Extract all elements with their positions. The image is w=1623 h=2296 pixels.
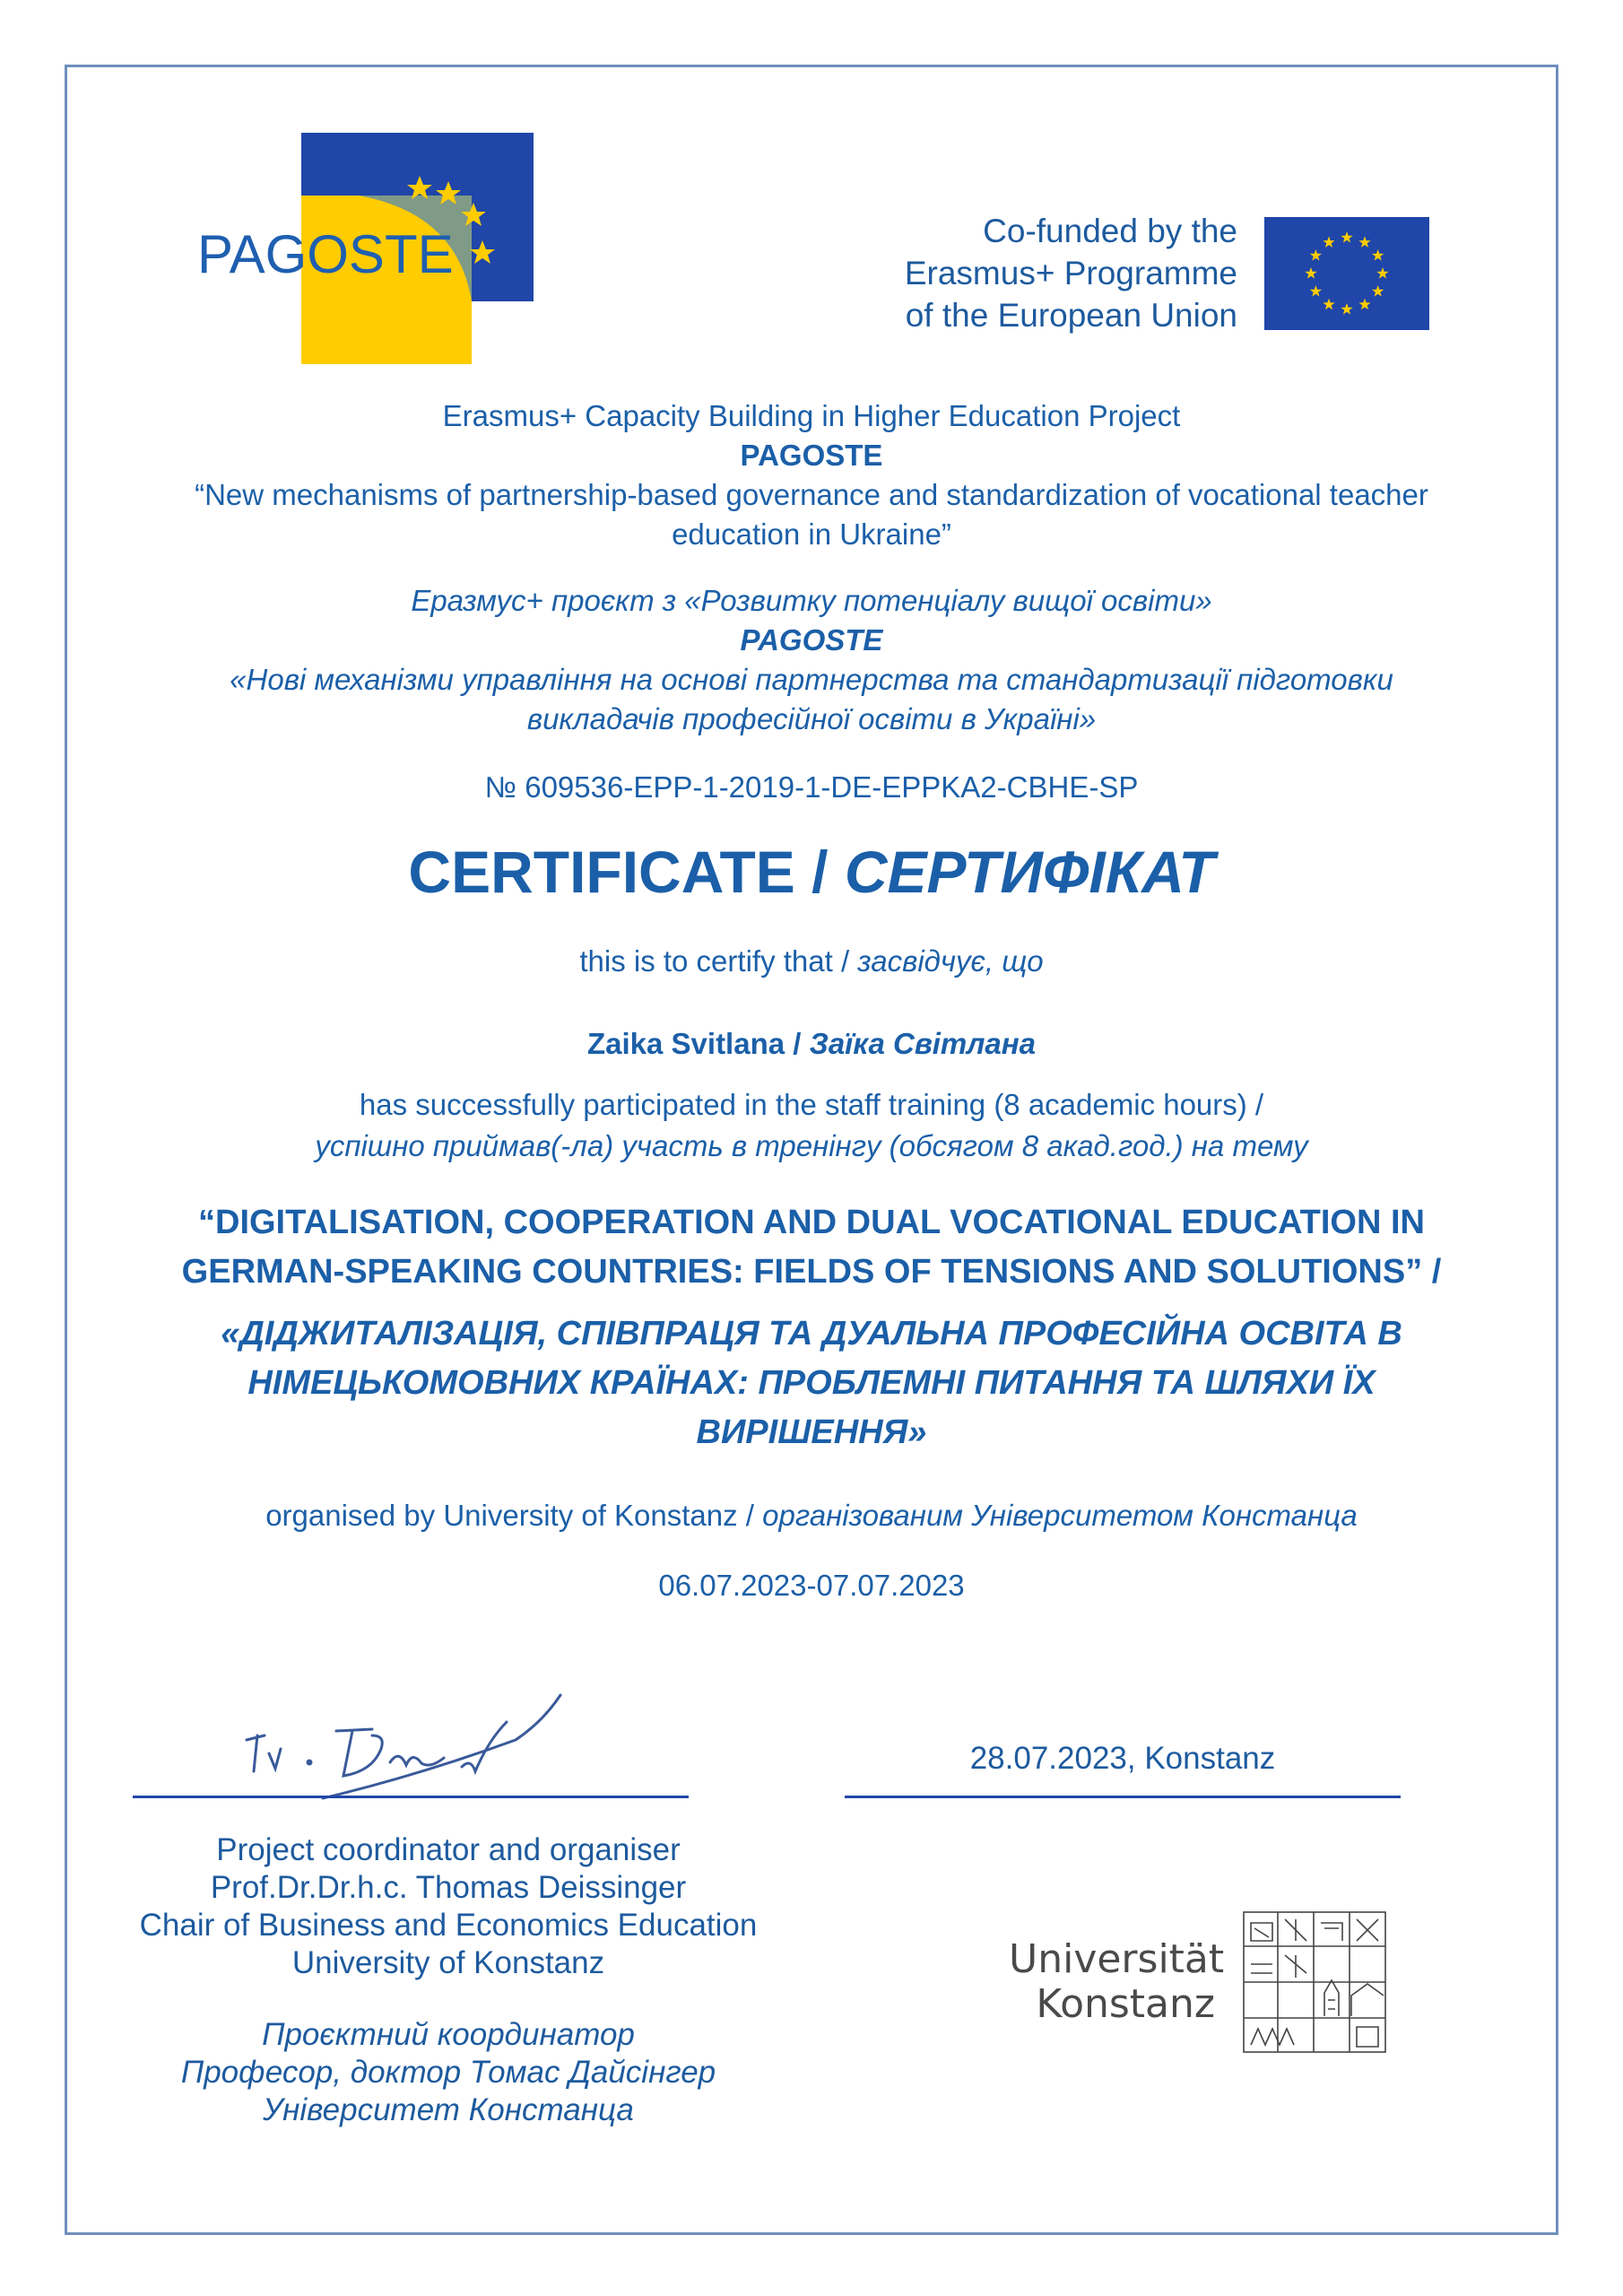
project-uk-title-1: «Нові механізми управління на основі партнерства та стандартизації підготовки xyxy=(230,663,1393,696)
cofunded-line-3: of the European Union xyxy=(905,297,1237,334)
project-uk-title-2: викладачів професійної освіти в Україні» xyxy=(526,702,1097,735)
pagoste-logo-text: PAGOSTE xyxy=(197,224,454,284)
project-en-line-1: Erasmus+ Capacity Building in Higher Education Project xyxy=(442,399,1181,432)
coordinator-en xyxy=(90,1831,807,1982)
cofunded-line-2: Erasmus+ Programme xyxy=(904,255,1237,291)
university-logo-text xyxy=(1009,1936,1225,2027)
organised-line xyxy=(0,1496,1623,1535)
coordinator-uk-line-1: Проєктний координатор xyxy=(262,2017,635,2052)
training-dates: 06.07.2023-07.07.2023 xyxy=(658,1569,965,1602)
university-emblem-icon xyxy=(1242,1910,1387,2054)
coordinator-signature xyxy=(238,1686,578,1803)
certify-line xyxy=(0,942,1623,981)
signature-line-right xyxy=(845,1796,1401,1798)
topic-uk-3: ВИРІШЕННЯ» xyxy=(696,1413,927,1451)
recipient-name xyxy=(0,1024,1623,1064)
project-uk-line-1: Еразмус+ проєкт з «Розвитку потенціалу вищої освіти» xyxy=(411,584,1212,617)
project-number: № 609536-EPP-1-2019-1-DE-EPPKA2-CBHE-SP xyxy=(484,770,1139,804)
cofunded-line-1: Co-funded by the xyxy=(983,213,1237,249)
university-logo-line-1: Universität xyxy=(1009,1936,1225,1982)
recipient-name-en: Zaika Svitlana / xyxy=(586,1027,810,1060)
participated-en: has successfully participated in the staff training (8 academic hours) / xyxy=(359,1088,1264,1121)
eu-flag-icon xyxy=(1264,217,1429,330)
organised-en: organised by University of Konstanz / xyxy=(265,1499,763,1532)
coordinator-en-line-3: Chair of Business and Economics Education xyxy=(139,1908,758,1943)
coordinator-uk xyxy=(90,2016,807,2129)
coordinator-en-line-2: Prof.Dr.Dr.h.c. Thomas Deissinger xyxy=(210,1870,687,1905)
topic-uk-2: НІМЕЦЬКОМОВНИХ КРАЇНАХ: ПРОБЛЕМНІ ПИТАННЯ ТА ШЛЯХИ ЇХ xyxy=(247,1364,1376,1402)
coordinator-en-line-4: University of Konstanz xyxy=(291,1945,605,1980)
project-uk-acronym: PAGOSTE xyxy=(740,623,883,657)
project-en-title-1: “New mechanisms of partnership-based governance and standardization of vocational teacher xyxy=(195,478,1428,511)
project-en-acronym: PAGOSTE xyxy=(740,439,883,472)
participated-uk: успішно приймав(-ла) участь в тренінгу (обсягом 8 акад.год.) на тему xyxy=(315,1129,1308,1162)
coordinator-en-line-1: Project coordinator and organiser xyxy=(216,1832,681,1867)
topic-uk-1: «ДІДЖИТАЛІЗАЦІЯ, СПІВПРАЦЯ ТА ДУАЛЬНА ПРОФЕСІЙНА ОСВІТА В xyxy=(221,1315,1402,1352)
recipient-name-uk: Заїка Світлана xyxy=(809,1027,1036,1060)
project-en-title-2: education in Ukraine” xyxy=(672,517,951,551)
coordinator-uk-line-3: Університет Констанца xyxy=(263,2092,634,2127)
coordinator-uk-line-2: Професор, доктор Томас Дайсінгер xyxy=(180,2055,716,2090)
pagoste-logo xyxy=(188,133,534,364)
certify-en: this is to certify that / xyxy=(579,944,858,978)
topic-en-1: “DIGITALISATION, COOPERATION AND DUAL VOCATIONAL EDUCATION IN xyxy=(198,1204,1425,1241)
signature-line-left xyxy=(133,1796,689,1798)
cofunded-text xyxy=(843,210,1237,336)
topic-en-2: GERMAN-SPEAKING COUNTRIES: FIELDS OF TENSIONS AND SOLUTIONS” / xyxy=(181,1253,1442,1291)
certify-uk: засвідчує, що xyxy=(857,944,1044,978)
organised-uk: організованим Університетом Констанца xyxy=(762,1499,1358,1532)
certificate-title-en: CERTIFICATE / xyxy=(408,839,845,905)
certificate-title-uk: СЕРТИФІКАТ xyxy=(844,839,1215,905)
place-date: 28.07.2023, Konstanz xyxy=(969,1741,1276,1776)
certificate-title xyxy=(0,836,1623,908)
university-logo-line-2: Konstanz xyxy=(1036,1981,1215,2027)
